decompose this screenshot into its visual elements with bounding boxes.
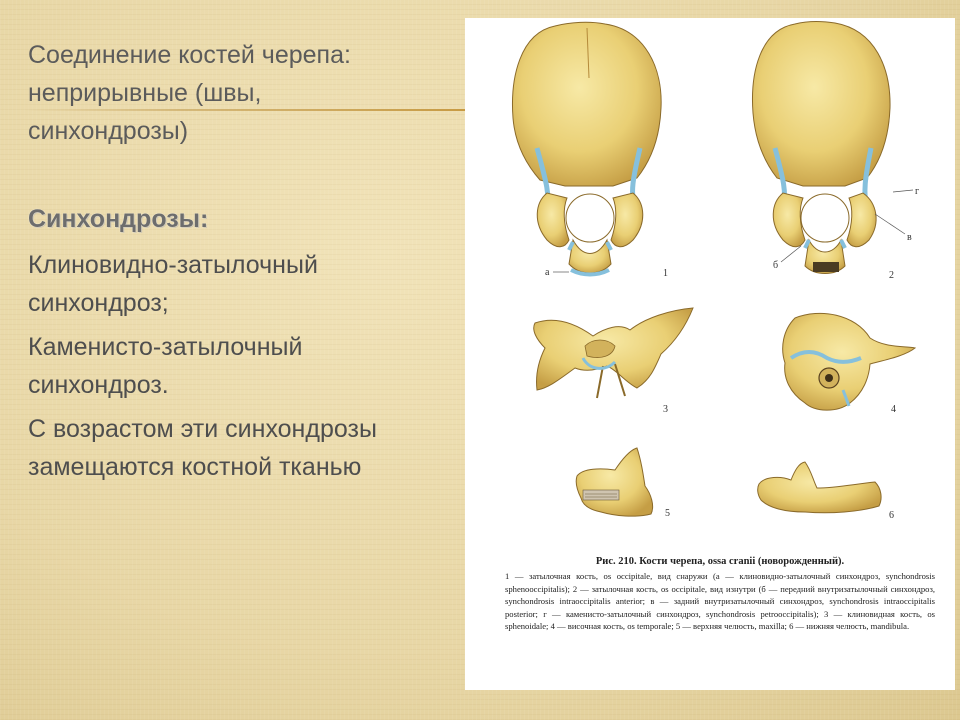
caption-body: 1 — затылочная кость, os occipitale, вид снаружи (а — клиновидно-затылочный синхондроз, synchondrosis sphenooccipitalis); 2 — затылочная кость, os occipitale, вид изнутри (б — передний внутризатылочный синхондроз, synchondrosis intraoccipitalis anterior; в — задний внутризатылочный синхондроз, synchondrosis intraoccipitalis posterior; г — каменисто-затылочный синхондроз, synchondrosis petrooccipitalis); 3 — клиновидная кость, os sphenoidale; 4 — височная кость, os temporale; 5 — верхняя челюсть, maxilla; 6 — нижняя челюсть, mandibula. bbox=[505, 571, 935, 632]
slide-body bbox=[28, 200, 458, 486]
title-line-3: синхондрозы) bbox=[28, 117, 189, 145]
title-line-2: неприрывные (швы, bbox=[28, 79, 262, 107]
title-line-1: Соединение костей черепа: bbox=[28, 41, 351, 69]
body-line-1: Клиновидно-затылочный bbox=[28, 251, 318, 279]
sphenoid-bone bbox=[534, 308, 693, 415]
subheading: Синхондрозы: bbox=[28, 205, 209, 233]
label-fig-4: 4 bbox=[891, 404, 896, 415]
body-line-6: замещаются костной тканью bbox=[28, 453, 362, 481]
label-fig-1: 1 bbox=[663, 268, 668, 279]
body-line-3: Каменисто-затылочный bbox=[28, 333, 303, 361]
mandible-bone bbox=[758, 462, 894, 521]
label-fig-3: 3 bbox=[663, 404, 668, 415]
label-fig-6: 6 bbox=[889, 510, 894, 521]
figure-panel bbox=[465, 18, 955, 690]
slide-title bbox=[28, 36, 458, 150]
label-fig-2: 2 bbox=[889, 270, 894, 281]
body-line-2: синхондроз; bbox=[28, 289, 169, 317]
label-g: г bbox=[915, 186, 920, 197]
label-v: в bbox=[907, 232, 912, 243]
body-line-4: синхондроз. bbox=[28, 371, 169, 399]
caption-title: Рис. 210. Кости черепа, ossa cranii (новорожденный). bbox=[595, 556, 845, 567]
label-b: б bbox=[773, 260, 779, 271]
maxilla-bone bbox=[576, 448, 670, 519]
body-line-5: С возрастом эти синхондрозы bbox=[28, 415, 377, 443]
temporal-bone bbox=[783, 313, 915, 415]
skull-bones-illustration bbox=[465, 18, 955, 548]
label-a: а bbox=[545, 267, 550, 278]
occipital-bone-inner bbox=[752, 22, 919, 281]
title-divider bbox=[24, 109, 466, 111]
occipital-bone-outer bbox=[512, 22, 668, 279]
figure-caption bbox=[505, 556, 935, 633]
label-fig-5: 5 bbox=[665, 508, 670, 519]
